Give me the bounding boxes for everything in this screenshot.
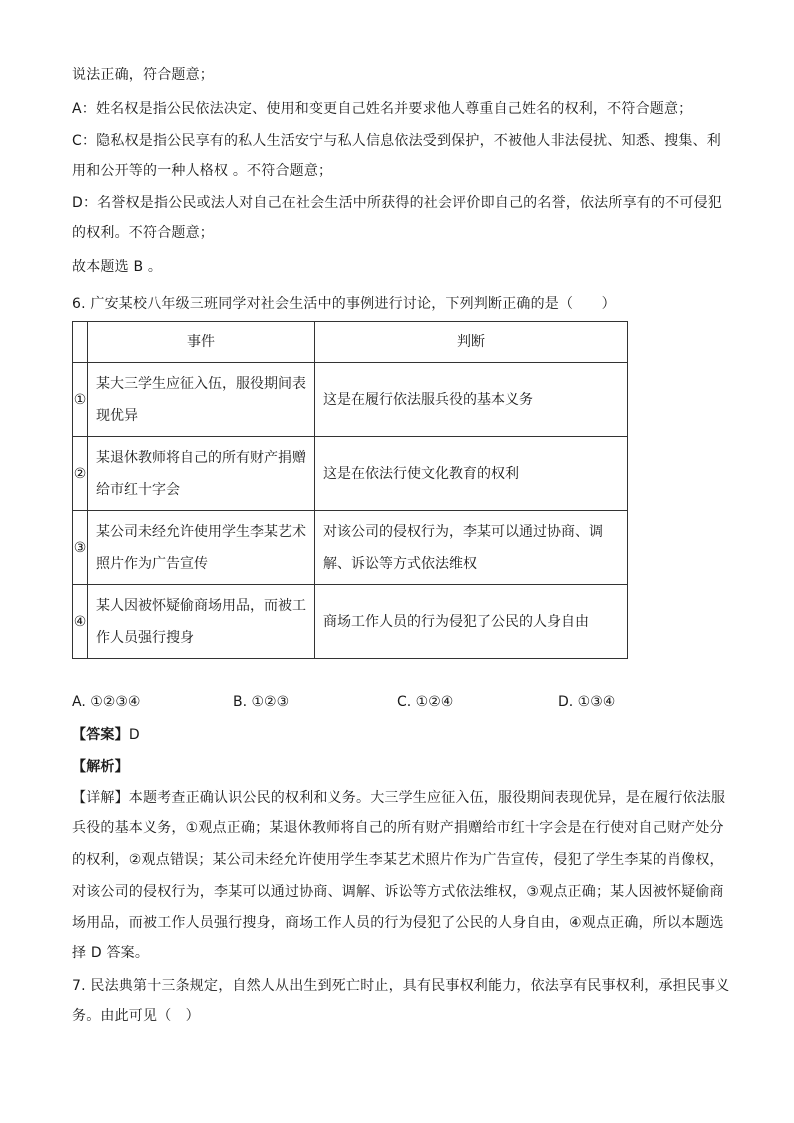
table-row — [73, 511, 628, 585]
answer-label: 【答案】 — [72, 727, 129, 743]
event-text-line: 某公司未经允许使用学生李某艺术 — [96, 523, 306, 540]
analysis-label: 【解析】 — [72, 759, 129, 775]
judgement-text-line: 解、诉讼等方式依法维权 — [323, 555, 477, 572]
judgement-text-line: 商场工作人员的行为侵犯了公民的人身自由 — [323, 613, 589, 630]
row-number: ② — [73, 437, 88, 511]
table-header-row — [73, 322, 628, 363]
event-text-line: 某大三学生应征入伍，服役期间表 — [96, 375, 306, 392]
explanation-line: C：隐私权是指公民享有的私人生活安宁与私人信息依法受到保护，不被他人非法侵扰、知悉、搜集、利 — [72, 133, 721, 149]
detail-line: 场用品，而被工作人员强行搜身，商场工作人员的行为侵犯了公民的人身自由，④观点正确，所以本题选 — [72, 915, 724, 931]
event-text-line: 某人因被怀疑偷商场用品，而被工 — [96, 597, 306, 614]
row-number: ③ — [73, 511, 88, 585]
question-7-stem: 7. 民法典第十三条规定，自然人从出生到死亡时止，具有民事权利能力，依法享有民事权利，承担民事义 — [72, 978, 730, 994]
judgement-text-line: 这是在依法行使文化教育的权利 — [323, 465, 519, 482]
row-number: ④ — [73, 585, 88, 659]
table-header-judgement: 判断 — [315, 322, 628, 363]
table-row — [73, 363, 628, 437]
event-cell — [88, 363, 315, 437]
event-text-line: 某退休教师将自己的所有财产捐赠 — [96, 449, 306, 466]
table-header-number — [73, 322, 88, 363]
judgement-text-line: 这是在履行依法服兵役的基本义务 — [323, 391, 533, 408]
question-6-stem: 6. 广安某校八年级三班同学对社会生活中的事例进行讨论，下列判断正确的是（ ） — [72, 296, 616, 312]
explanation-line: 的权利。不符合题意； — [72, 225, 214, 241]
event-text-line: 现优异 — [96, 407, 138, 424]
event-cell — [88, 585, 315, 659]
option-d[interactable]: D. ①③④ — [558, 694, 616, 710]
answer-options — [72, 694, 632, 714]
detail-line: 兵役的基本义务，①观点正确；某退休教师将自己的所有财产捐赠给市红十字会是在行使对自己财产处分 — [72, 820, 724, 836]
explanation-line: 用和公开等的一种人格权 。不符合题意； — [72, 163, 333, 179]
row-number: ① — [73, 363, 88, 437]
detail-line: 择 D 答案。 — [72, 945, 150, 961]
question-6-table — [72, 321, 628, 659]
answer-value: D — [128, 727, 140, 743]
judgement-cell — [315, 511, 628, 585]
judgement-cell — [315, 437, 628, 511]
event-text-line: 照片作为广告宣传 — [96, 555, 208, 572]
event-text-line: 给市红十字会 — [96, 481, 180, 498]
question-7-stem-continued: 务。由此可见（ ） — [72, 1008, 200, 1024]
detail-line: 的权利，②观点错误；某公司未经允许使用学生李某艺术照片作为广告宣传，侵犯了学生李某的肖像权， — [72, 852, 724, 868]
answer-line — [72, 725, 140, 745]
event-cell — [88, 511, 315, 585]
option-c[interactable]: C. ①②④ — [397, 694, 454, 710]
table-row — [73, 585, 628, 659]
table-header-event: 事件 — [88, 322, 315, 363]
explanation-conclusion: 故本题选 B 。 — [72, 259, 163, 275]
judgement-cell — [315, 363, 628, 437]
option-a[interactable]: A. ①②③④ — [72, 694, 141, 710]
event-cell — [88, 437, 315, 511]
event-text-line: 作人员强行搜身 — [96, 629, 194, 646]
option-b[interactable]: B. ①②③ — [233, 694, 290, 710]
explanation-line: A：姓名权是指公民依法决定、使用和变更自己姓名并要求他人尊重自己姓名的权利，不符合题意； — [72, 101, 693, 117]
judgement-cell — [315, 585, 628, 659]
explanation-line: 说法正确，符合题意； — [72, 67, 214, 83]
explanation-line: D：名誉权是指公民或法人对自己在社会生活中所获得的社会评价即自己的名誉，依法所享有的不可侵犯 — [72, 195, 722, 211]
table-row — [73, 437, 628, 511]
judgement-text-line: 对该公司的侵权行为，李某可以通过协商、调 — [323, 523, 603, 540]
detail-line: 【详解】本题考查正确认识公民的权利和义务。大三学生应征入伍，服役期间表现优异，是在履行依法服 — [72, 790, 726, 806]
detail-line: 对该公司的侵权行为，李某可以通过协商、调解、诉讼等方式依法维权，③观点正确；某人因被怀疑偷商 — [72, 884, 724, 900]
